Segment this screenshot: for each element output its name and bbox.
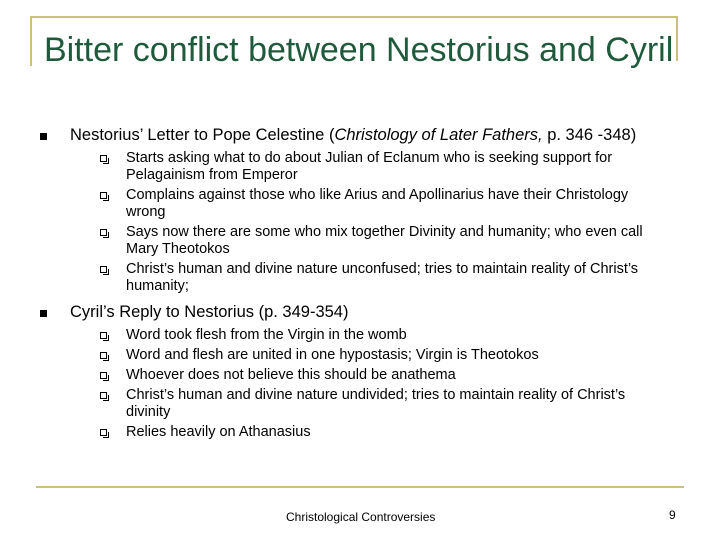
bullet-text-prefix: Nestorius’ Letter to Pope Celestine ( xyxy=(70,126,335,144)
hollow-square-bullet-icon xyxy=(100,392,107,399)
hollow-square-bullet-icon xyxy=(100,429,107,436)
sub-bullet-text: Christ’s human and divine nature undivided; tries to maintain reality of Christ’s divinity xyxy=(126,387,626,420)
sub-bullet-list xyxy=(70,327,680,441)
title-frame-top-rule xyxy=(30,16,678,18)
square-bullet-icon xyxy=(40,310,47,317)
title-frame-right-rule xyxy=(676,16,678,61)
sub-bullet-text: Starts asking what to do about Julian of Eclanum who is seeking support for Pelagainism from Emperor xyxy=(126,150,613,183)
hollow-square-bullet-icon xyxy=(100,192,107,199)
hollow-square-bullet-icon xyxy=(100,266,107,273)
hollow-square-bullet-icon xyxy=(100,332,107,339)
book-title: Christology of Later Fathers, xyxy=(334,126,543,144)
title-frame-left-rule xyxy=(30,16,32,66)
sub-bullet-text: Whoever does not believe this should be anathema xyxy=(126,367,456,383)
footer-rule xyxy=(36,486,684,488)
hollow-square-bullet-icon xyxy=(100,155,107,162)
bullet-nestorius-letter xyxy=(40,126,680,295)
hollow-square-bullet-icon xyxy=(100,229,107,236)
bullet-cyril-reply xyxy=(40,303,680,441)
sub-bullet-item xyxy=(70,327,680,344)
sub-bullet-item xyxy=(70,424,680,441)
slide-title: Bitter conflict between Nestorius and Cyril xyxy=(44,31,674,69)
bullet-text-suffix: p. 346 -348) xyxy=(542,126,637,144)
sub-bullet-item xyxy=(70,224,680,258)
slide-content xyxy=(40,126,680,444)
sub-bullet-text: Says now there are some who mix together Divinity and humanity; who even call Mary Theotokos xyxy=(126,224,643,257)
sub-bullet-text: Christ’s human and divine nature unconfused; tries to maintain reality of Christ’s humanity; xyxy=(126,261,639,294)
bullet-text xyxy=(70,126,680,145)
sub-bullet-item xyxy=(70,387,680,421)
sub-bullet-item xyxy=(70,187,680,221)
hollow-square-bullet-icon xyxy=(100,352,107,359)
footer-text: Christological Controversies xyxy=(286,510,436,524)
square-bullet-icon xyxy=(40,133,47,140)
page-number: 9 xyxy=(669,508,676,522)
sub-bullet-item xyxy=(70,347,680,364)
sub-bullet-list xyxy=(70,150,680,295)
bullet-text: Cyril’s Reply to Nestorius (p. 349-354) xyxy=(70,303,349,321)
sub-bullet-item xyxy=(70,261,680,295)
sub-bullet-item xyxy=(70,150,680,184)
sub-bullet-text: Word took flesh from the Virgin in the womb xyxy=(126,327,407,343)
sub-bullet-text: Word and flesh are united in one hypostasis; Virgin is Theotokos xyxy=(126,347,539,363)
sub-bullet-item xyxy=(70,367,680,384)
sub-bullet-text: Relies heavily on Athanasius xyxy=(126,424,311,440)
sub-bullet-text: Complains against those who like Arius and Apollinarius have their Christology wrong xyxy=(126,187,629,220)
hollow-square-bullet-icon xyxy=(100,372,107,379)
